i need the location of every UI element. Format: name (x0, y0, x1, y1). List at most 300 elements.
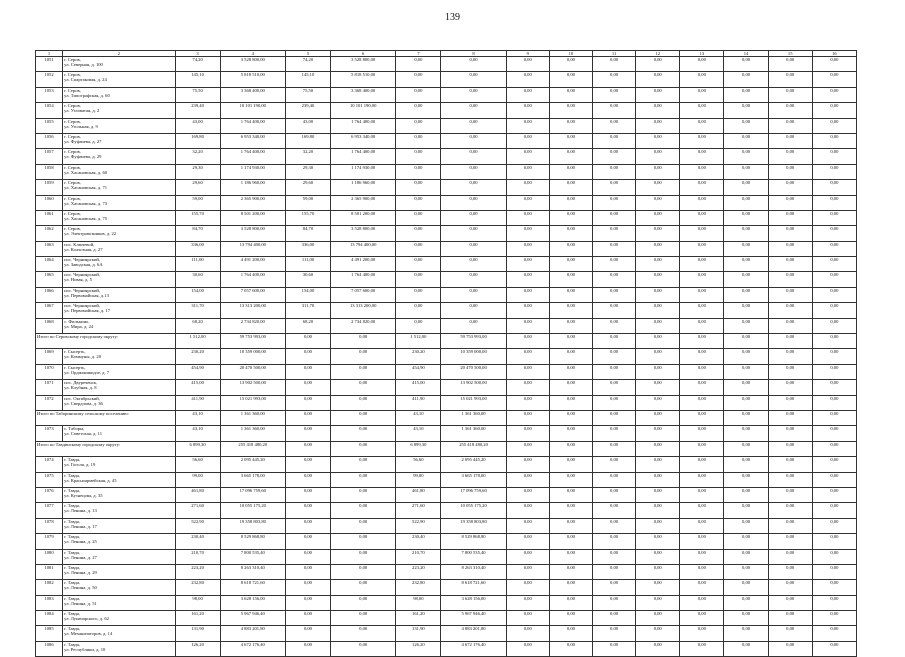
address-street: ул. Угольная, д. 9 (64, 123, 98, 129)
address-locality: г. Серов, (64, 87, 81, 93)
table-row (36, 303, 857, 318)
address-cell (63, 133, 175, 148)
address-locality: пос. Октябрьский, (64, 395, 100, 401)
value-cell: 59,00 (175, 195, 220, 210)
value-cell: 0,00 (768, 380, 812, 395)
value-cell: 0,00 (636, 426, 680, 441)
value-cell: 0,00 (724, 318, 768, 333)
value-cell: 255 418 480,20 (441, 441, 506, 456)
value-cell: 0,00 (680, 87, 724, 102)
value-cell: 415,00 (175, 380, 220, 395)
table-row (36, 180, 857, 195)
value-cell: 0,00 (768, 564, 812, 579)
value-cell: 13 794 400,00 (331, 241, 396, 256)
value-cell: 0,00 (768, 72, 812, 87)
value-cell: 0,00 (724, 364, 768, 379)
value-cell: 3 628 156,00 (441, 595, 506, 610)
value-cell: 0,00 (592, 318, 635, 333)
value-cell: 43,10 (396, 410, 441, 425)
address-street: ул. Хасановская, д. 71 (64, 185, 108, 191)
value-cell: 0,00 (549, 272, 592, 287)
value-cell: 454,90 (396, 364, 441, 379)
value-cell: 0,00 (549, 180, 592, 195)
table-row (36, 87, 857, 102)
address-locality: г. Серов, (64, 133, 81, 139)
address-street: ул. Фуфачева, д. 27 (64, 138, 102, 144)
value-cell: 0,00 (592, 641, 635, 656)
value-cell: 0,00 (812, 133, 856, 148)
value-cell: 0,00 (680, 133, 724, 148)
value-cell: 461,80 (175, 487, 220, 502)
value-cell: 0,00 (812, 164, 856, 179)
value-cell: 5 967 946,40 (220, 611, 285, 626)
address-street: ул. Красноармейская, д. 45 (64, 477, 117, 483)
value-cell: 0,00 (768, 226, 812, 241)
table-row (36, 318, 857, 333)
value-cell: 0,00 (680, 410, 724, 425)
total-label: Итого по Серовскому городскому округу: (36, 334, 176, 349)
value-cell: 0,00 (331, 534, 396, 549)
value-cell: 2 734 820,00 (220, 318, 285, 333)
value-cell: 8 529 868,80 (441, 534, 506, 549)
value-cell: 6 899,30 (396, 441, 441, 456)
value-cell: 0,00 (636, 549, 680, 564)
row-number: 1084 (36, 611, 63, 626)
address-cell (63, 195, 175, 210)
value-cell: 155,70 (175, 210, 220, 225)
value-cell: 0,00 (812, 503, 856, 518)
value-cell: 0,00 (768, 580, 812, 595)
address-locality: г. Серов, (64, 195, 81, 201)
address-street: ул. Хасановская, д. 73 (64, 200, 108, 206)
value-cell: 0,00 (768, 518, 812, 533)
value-cell: 10 055 175,20 (220, 503, 285, 518)
value-cell: 59 753 993,00 (441, 334, 506, 349)
value-cell: 0,00 (396, 318, 441, 333)
value-cell: 0,00 (812, 118, 856, 133)
value-cell: 8 618 721,60 (220, 580, 285, 595)
value-cell: 0,00 (768, 549, 812, 564)
value-cell: 0,00 (768, 595, 812, 610)
value-cell: 0,00 (724, 380, 768, 395)
value-cell: 0,00 (441, 272, 506, 287)
value-cell: 4 672 176,40 (220, 641, 285, 656)
value-cell: 0,00 (724, 487, 768, 502)
table-row (36, 472, 857, 487)
value-cell: 1 361 360,00 (220, 426, 285, 441)
value-cell: 8 263 310,40 (220, 564, 285, 579)
value-cell: 1 174 930,00 (331, 164, 396, 179)
table-row (36, 149, 857, 164)
value-cell: 0,00 (768, 410, 812, 425)
value-cell: 0,00 (636, 611, 680, 626)
address-cell (63, 118, 175, 133)
address-cell (63, 487, 175, 502)
value-cell: 0,00 (636, 303, 680, 318)
value-cell: 0,00 (592, 518, 635, 533)
total-label: Итого по Таборинскому сельскому поселению: (36, 410, 176, 425)
value-cell: 0,00 (331, 472, 396, 487)
row-number: 1085 (36, 626, 63, 641)
value-cell: 0,00 (636, 287, 680, 302)
value-cell: 0,00 (768, 626, 812, 641)
address-locality: г. Тавда, (64, 626, 81, 632)
value-cell: 0,00 (549, 503, 592, 518)
value-cell: 0,00 (441, 180, 506, 195)
column-number-cell: 10 (549, 51, 592, 57)
value-cell: 0,00 (812, 226, 856, 241)
value-cell: 32,20 (175, 149, 220, 164)
value-cell: 0,00 (285, 549, 330, 564)
table-row (36, 503, 857, 518)
value-cell: 0,00 (724, 303, 768, 318)
row-number: 1058 (36, 164, 63, 179)
value-cell: 154,00 (175, 287, 220, 302)
address-street: ул. Первомайская, д. 17 (64, 308, 111, 314)
column-number-cell: 2 (63, 51, 175, 57)
value-cell: 0,00 (636, 410, 680, 425)
value-cell: 0,00 (549, 364, 592, 379)
table-row (36, 457, 857, 472)
value-cell: 0,00 (724, 87, 768, 102)
address-street: ул. Хасановская, д. 75 (64, 215, 108, 221)
value-cell: 0,00 (768, 164, 812, 179)
value-cell: 0,00 (506, 503, 549, 518)
value-cell: 0,00 (812, 595, 856, 610)
value-cell: 0,00 (812, 349, 856, 364)
value-cell: 0,00 (396, 72, 441, 87)
table-row (36, 380, 857, 395)
value-cell: 336,00 (175, 241, 220, 256)
value-cell: 0,00 (680, 518, 724, 533)
value-cell: 0,00 (549, 395, 592, 410)
value-cell: 0,00 (636, 133, 680, 148)
value-cell: 1 764 400,00 (220, 149, 285, 164)
value-cell: 0,00 (549, 426, 592, 441)
row-number: 1074 (36, 457, 63, 472)
address-cell (63, 549, 175, 564)
value-cell: 0,00 (441, 103, 506, 118)
value-cell: 0,00 (506, 518, 549, 533)
value-cell: 0,00 (680, 118, 724, 133)
value-cell: 131,90 (396, 626, 441, 641)
value-cell: 232,80 (396, 580, 441, 595)
value-cell: 0,00 (592, 210, 635, 225)
value-cell: 0,00 (506, 426, 549, 441)
row-number: 1086 (36, 641, 63, 656)
value-cell: 0,00 (549, 441, 592, 456)
row-number: 1065 (36, 272, 63, 287)
value-cell: 0,00 (592, 441, 635, 456)
value-cell: 454,90 (175, 364, 220, 379)
address-locality: с. Филькино, (64, 318, 90, 324)
value-cell: 0,00 (768, 641, 812, 656)
value-cell: 0,00 (812, 303, 856, 318)
value-cell: 0,00 (396, 103, 441, 118)
value-cell: 0,00 (331, 611, 396, 626)
value-cell: 0,00 (441, 318, 506, 333)
value-cell: 0,00 (549, 534, 592, 549)
value-cell: 126,20 (175, 641, 220, 656)
table-row (36, 564, 857, 579)
value-cell: 0,00 (768, 210, 812, 225)
value-cell: 8 501 200,00 (331, 210, 396, 225)
address-cell (63, 518, 175, 533)
value-cell: 0,00 (724, 195, 768, 210)
value-cell: 98,00 (396, 595, 441, 610)
column-number-cell: 7 (396, 51, 441, 57)
value-cell: 239,40 (175, 103, 220, 118)
row-number: 1076 (36, 487, 63, 502)
value-cell: 230,40 (175, 534, 220, 549)
value-cell: 0,00 (680, 487, 724, 502)
value-cell: 0,00 (592, 226, 635, 241)
value-cell: 3 528 800,00 (220, 57, 285, 72)
value-cell: 2 365 900,00 (331, 195, 396, 210)
table-row (36, 118, 857, 133)
value-cell: 0,00 (812, 487, 856, 502)
value-cell: 0,00 (812, 364, 856, 379)
value-cell: 84,70 (285, 226, 330, 241)
value-cell: 145,10 (285, 72, 330, 87)
address-street: ул. Фуфачева, д. 29 (64, 154, 102, 160)
address-street: ул. Ленина, д. 29 (64, 569, 97, 575)
value-cell: 99,00 (396, 472, 441, 487)
value-cell: 4 491 200,00 (331, 257, 396, 272)
value-cell: 0,00 (549, 380, 592, 395)
row-number: 1083 (36, 595, 63, 610)
column-number-cell: 3 (175, 51, 220, 57)
value-cell: 0,00 (636, 457, 680, 472)
value-cell: 230,20 (175, 349, 220, 364)
value-cell: 0,00 (724, 57, 768, 72)
value-cell: 169,80 (175, 133, 220, 148)
value-cell: 1 361 360,00 (441, 426, 506, 441)
value-cell: 169,80 (285, 133, 330, 148)
value-cell: 0,00 (636, 564, 680, 579)
value-cell: 0,00 (549, 472, 592, 487)
address-cell (63, 364, 175, 379)
address-locality: г. Серов, (64, 164, 81, 170)
value-cell: 0,00 (331, 426, 396, 441)
value-cell: 0,00 (768, 195, 812, 210)
address-locality: г. Сысерть, (64, 364, 86, 370)
value-cell: 0,00 (592, 103, 635, 118)
value-cell: 0,00 (768, 57, 812, 72)
value-cell: 271,60 (396, 503, 441, 518)
value-cell: 0,00 (549, 149, 592, 164)
row-number: 1062 (36, 226, 63, 241)
address-locality: г. Тавда, (64, 580, 81, 586)
value-cell: 13 313 200,00 (331, 303, 396, 318)
value-cell: 0,00 (636, 257, 680, 272)
value-cell: 0,00 (396, 287, 441, 302)
address-street: ул. Ленина, д. 25 (64, 539, 97, 545)
value-cell: 0,00 (396, 241, 441, 256)
value-cell: 0,00 (636, 149, 680, 164)
value-cell: 0,00 (331, 549, 396, 564)
value-cell: 0,00 (768, 318, 812, 333)
value-cell: 0,00 (331, 441, 396, 456)
table-row (36, 487, 857, 502)
address-locality: г. Серов, (64, 210, 81, 216)
value-cell: 0,00 (285, 641, 330, 656)
value-cell: 1 512,00 (175, 334, 220, 349)
value-cell: 0,00 (812, 626, 856, 641)
value-cell: 0,00 (549, 611, 592, 626)
column-number-cell: 8 (441, 51, 506, 57)
value-cell: 0,00 (331, 626, 396, 641)
value-cell: 0,00 (285, 503, 330, 518)
value-cell: 0,00 (768, 303, 812, 318)
row-number: 1073 (36, 426, 63, 441)
value-cell: 0,00 (680, 334, 724, 349)
address-locality: г. Серов, (64, 149, 81, 155)
value-cell: 75,50 (285, 87, 330, 102)
address-cell (63, 87, 175, 102)
value-cell: 0,00 (331, 457, 396, 472)
value-cell: 5 818 510,00 (220, 72, 285, 87)
value-cell: 415,00 (396, 380, 441, 395)
column-number-cell: 12 (636, 51, 680, 57)
value-cell: 0,00 (331, 580, 396, 595)
value-cell: 0,00 (396, 210, 441, 225)
value-cell: 0,00 (680, 349, 724, 364)
value-cell: 0,00 (724, 149, 768, 164)
table-row (36, 611, 857, 626)
value-cell: 0,00 (680, 395, 724, 410)
value-cell: 3 368 400,00 (220, 87, 285, 102)
value-cell: 0,00 (812, 334, 856, 349)
value-cell: 0,00 (592, 426, 635, 441)
value-cell: 0,00 (549, 57, 592, 72)
value-cell: 0,00 (592, 195, 635, 210)
address-locality: г. Тавда, (64, 518, 81, 524)
value-cell: 0,00 (636, 164, 680, 179)
value-cell: 0,00 (724, 226, 768, 241)
value-cell: 0,00 (636, 72, 680, 87)
value-cell: 0,00 (680, 272, 724, 287)
value-cell: 0,00 (506, 87, 549, 102)
value-cell: 1 764 400,00 (331, 118, 396, 133)
column-number-cell: 5 (285, 51, 330, 57)
row-number: 1078 (36, 518, 63, 533)
value-cell: 223,20 (175, 564, 220, 579)
value-cell: 0,00 (441, 164, 506, 179)
table-row (36, 549, 857, 564)
value-cell: 0,00 (768, 287, 812, 302)
value-cell: 0,00 (549, 318, 592, 333)
total-label: Итого по Тавдинскому городскому округу: (36, 441, 176, 456)
value-cell: 0,00 (506, 595, 549, 610)
address-cell (63, 103, 175, 118)
value-cell: 0,00 (506, 164, 549, 179)
value-cell: 0,00 (680, 564, 724, 579)
total-row (36, 334, 857, 349)
value-cell: 0,00 (592, 534, 635, 549)
value-cell: 0,00 (768, 457, 812, 472)
value-cell: 17 096 759,60 (441, 487, 506, 502)
value-cell: 0,00 (768, 426, 812, 441)
value-cell: 2 095 445,20 (220, 457, 285, 472)
value-cell: 43,00 (285, 118, 330, 133)
value-cell: 0,00 (396, 226, 441, 241)
value-cell: 0,00 (812, 580, 856, 595)
address-locality: г. Тавда, (64, 457, 81, 463)
address-street: ул. Клубная, д. 8 (64, 385, 97, 391)
value-cell: 0,00 (285, 518, 330, 533)
table-row (36, 395, 857, 410)
value-cell: 0,00 (680, 180, 724, 195)
address-street: ул. Ленина, д. 50 (64, 585, 97, 591)
value-cell: 0,00 (636, 349, 680, 364)
value-cell: 0,00 (396, 87, 441, 102)
value-cell: 0,00 (592, 72, 635, 87)
value-cell: 0,00 (506, 611, 549, 626)
value-cell: 3 368 400,00 (331, 87, 396, 102)
value-cell: 0,00 (636, 364, 680, 379)
value-cell: 0,00 (680, 595, 724, 610)
value-cell: 1 764 400,00 (331, 149, 396, 164)
value-cell: 0,00 (592, 457, 635, 472)
value-cell: 0,00 (680, 380, 724, 395)
value-cell: 0,00 (724, 518, 768, 533)
value-cell: 13 902 500,00 (441, 380, 506, 395)
value-cell: 0,00 (592, 287, 635, 302)
value-cell: 0,00 (680, 441, 724, 456)
value-cell: 0,00 (636, 195, 680, 210)
value-cell: 0,00 (506, 580, 549, 595)
value-cell: 6 953 340,00 (331, 133, 396, 148)
value-cell: 0,00 (724, 564, 768, 579)
value-cell: 29,60 (285, 180, 330, 195)
address-cell (63, 149, 175, 164)
row-number: 1063 (36, 241, 63, 256)
value-cell: 0,00 (506, 364, 549, 379)
value-cell: 0,00 (768, 87, 812, 102)
address-street: ул. Свердлова, д. 36 (64, 400, 103, 406)
value-cell: 0,00 (592, 257, 635, 272)
value-cell: 0,00 (441, 210, 506, 225)
value-cell: 0,00 (506, 287, 549, 302)
value-cell: 0,00 (549, 626, 592, 641)
address-street: ул. Ленина, д. 27 (64, 554, 97, 560)
value-cell: 98,00 (175, 595, 220, 610)
value-cell: 0,00 (549, 257, 592, 272)
value-cell: 0,00 (331, 334, 396, 349)
value-cell: 1 764 400,00 (220, 272, 285, 287)
value-cell: 0,00 (680, 318, 724, 333)
value-cell: 0,00 (592, 472, 635, 487)
address-cell (63, 164, 175, 179)
value-cell: 0,00 (768, 534, 812, 549)
address-street: ул. Спартаковая, д. 24 (64, 77, 107, 83)
address-cell (63, 226, 175, 241)
value-cell: 0,00 (680, 626, 724, 641)
value-cell: 0,00 (396, 164, 441, 179)
value-cell: 0,00 (680, 364, 724, 379)
value-cell: 0,00 (331, 364, 396, 379)
table-body (36, 51, 857, 657)
value-cell: 6 953 340,00 (220, 133, 285, 148)
value-cell: 0,00 (812, 395, 856, 410)
row-number: 1072 (36, 395, 63, 410)
address-street: ул. Советская, д. 11 (64, 431, 103, 437)
row-number: 1071 (36, 380, 63, 395)
value-cell: 0,00 (636, 595, 680, 610)
value-cell: 20 470 500,00 (220, 364, 285, 379)
address-street: ул. Новая, д. 5 (64, 277, 92, 283)
